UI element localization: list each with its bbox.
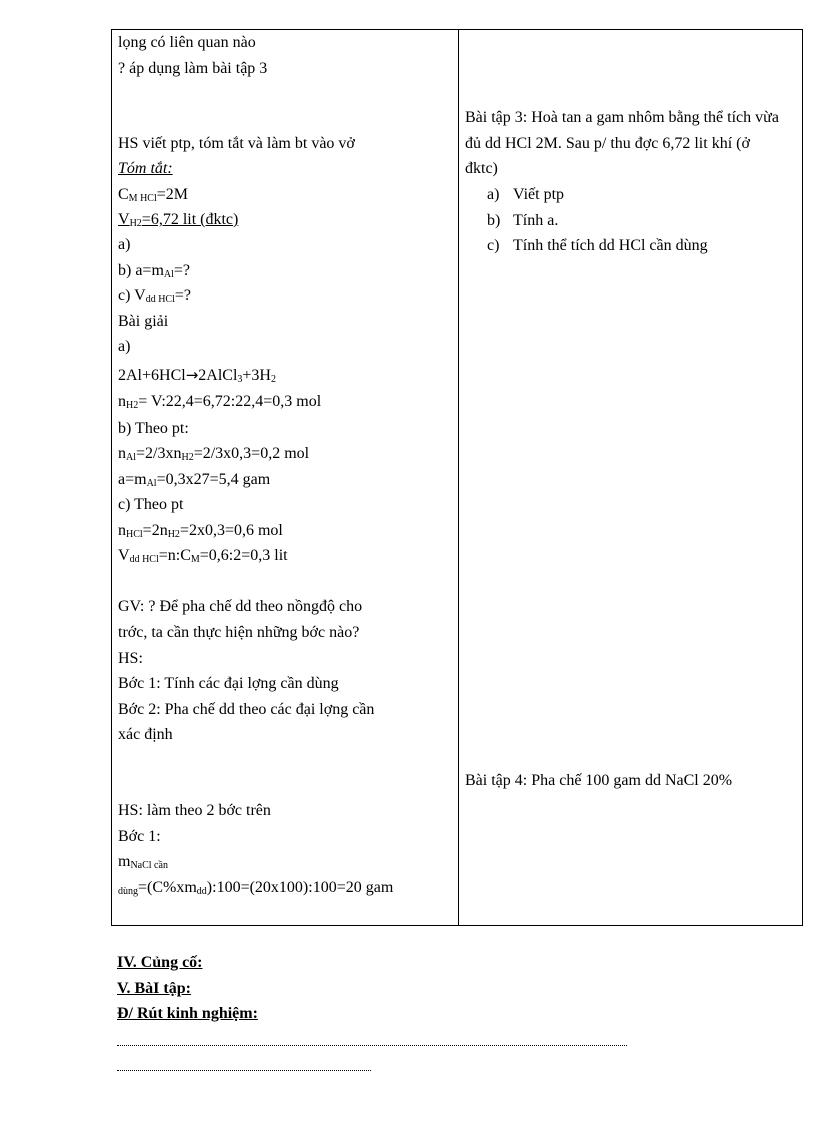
exercise-3-list [487, 182, 708, 259]
text-line: trớc, ta cần thực hiện những bớc nào? [118, 624, 360, 641]
section-heading-exercises: V. BàI tập: [117, 980, 191, 997]
text-line: a) [118, 236, 131, 253]
text-line: b) Theo pt: [118, 420, 189, 437]
formula-line: c) $V_{dd HCl}=$? [118, 287, 191, 305]
text-line: HS viết ptp, tóm tắt và làm bt vào vở [118, 135, 355, 152]
formula-line: $n_{HCl}=2n_{H2}=2x0,3=0,6$ mol [118, 522, 283, 540]
section-heading-consolidation: IV. Củng cố: [117, 954, 203, 971]
formula-line: $V_{dd HCl}=n:C_M=0,6:2=0,3$ lit [118, 547, 288, 565]
equation-line: $2Al+6HCl\to 2AlCl_3+3H_2$ [118, 366, 276, 385]
text-line: Bớc 1: [118, 828, 161, 845]
formula-line: $V_{H2}=6,72$ lit (đktc) [118, 211, 239, 229]
formula-line: $C_{M HCl}=2M$ [118, 186, 188, 204]
exercise-4-text: Bài tập 4: Pha chế 100 gam dd NaCl 20% [465, 772, 733, 789]
text-line: HS: [118, 650, 143, 667]
dotted-line [117, 1045, 627, 1046]
text-line: a) [118, 338, 131, 355]
formula-line: $n_{H2}=$ V:22,4=6,72:22,4=0,3 mol [118, 393, 322, 411]
list-item: a) Viết ptp [487, 186, 565, 203]
formula-line: $m_{NaCl cần}$ [118, 853, 168, 871]
text-line: xác định [118, 726, 173, 743]
formula-line: $n_{Al}=2/3xn_{H2}=2/3x0,3=0,2$ mol [118, 445, 310, 463]
list-item: c) Tính thể tích dd HCl cần dùng [487, 237, 708, 254]
formula-line: $a=m_{Al}=0,3x27=5,4$ gam [118, 471, 271, 489]
lesson-table [111, 29, 803, 926]
text-line: Bớc 1: Tính các đại lợng cần dùng [118, 675, 339, 692]
arrow-icon: → [185, 366, 199, 384]
exercise-3-text: Bài tập 3: Hoà tan a gam nhôm bằng thể tích vừa đủ dd HCl 2M. Sau p/ thu đợc 6,72 lit khí (ở đktc) [465, 109, 779, 177]
text-line: ? áp dụng làm bài tập 3 [118, 60, 268, 77]
summary-heading: Tóm tắt: [118, 160, 173, 177]
text-line: Bớc 2: Pha chế dd theo các đại lợng cần [118, 701, 375, 718]
list-item: b) Tính a. [487, 211, 559, 229]
text-line: GV: ? Để pha chế dd theo nồngđộ cho [118, 598, 363, 615]
text-line: c) Theo pt [118, 496, 184, 513]
column-divider [458, 30, 459, 925]
solution-heading: Bài giải [118, 313, 169, 330]
formula-line: $_{dùng}=(C\%xm_{dd}):100=(20x100):100=20$ gam [118, 879, 394, 897]
dotted-line [117, 1070, 371, 1071]
text-line: lọng có liên quan nào [118, 34, 256, 51]
text-line: HS: làm theo 2 bớc trên [118, 802, 271, 819]
section-heading-experience: Đ/ Rút kinh nghiệm: [117, 1005, 258, 1022]
formula-line: b) $a=m_{Al}=$? [118, 262, 191, 280]
